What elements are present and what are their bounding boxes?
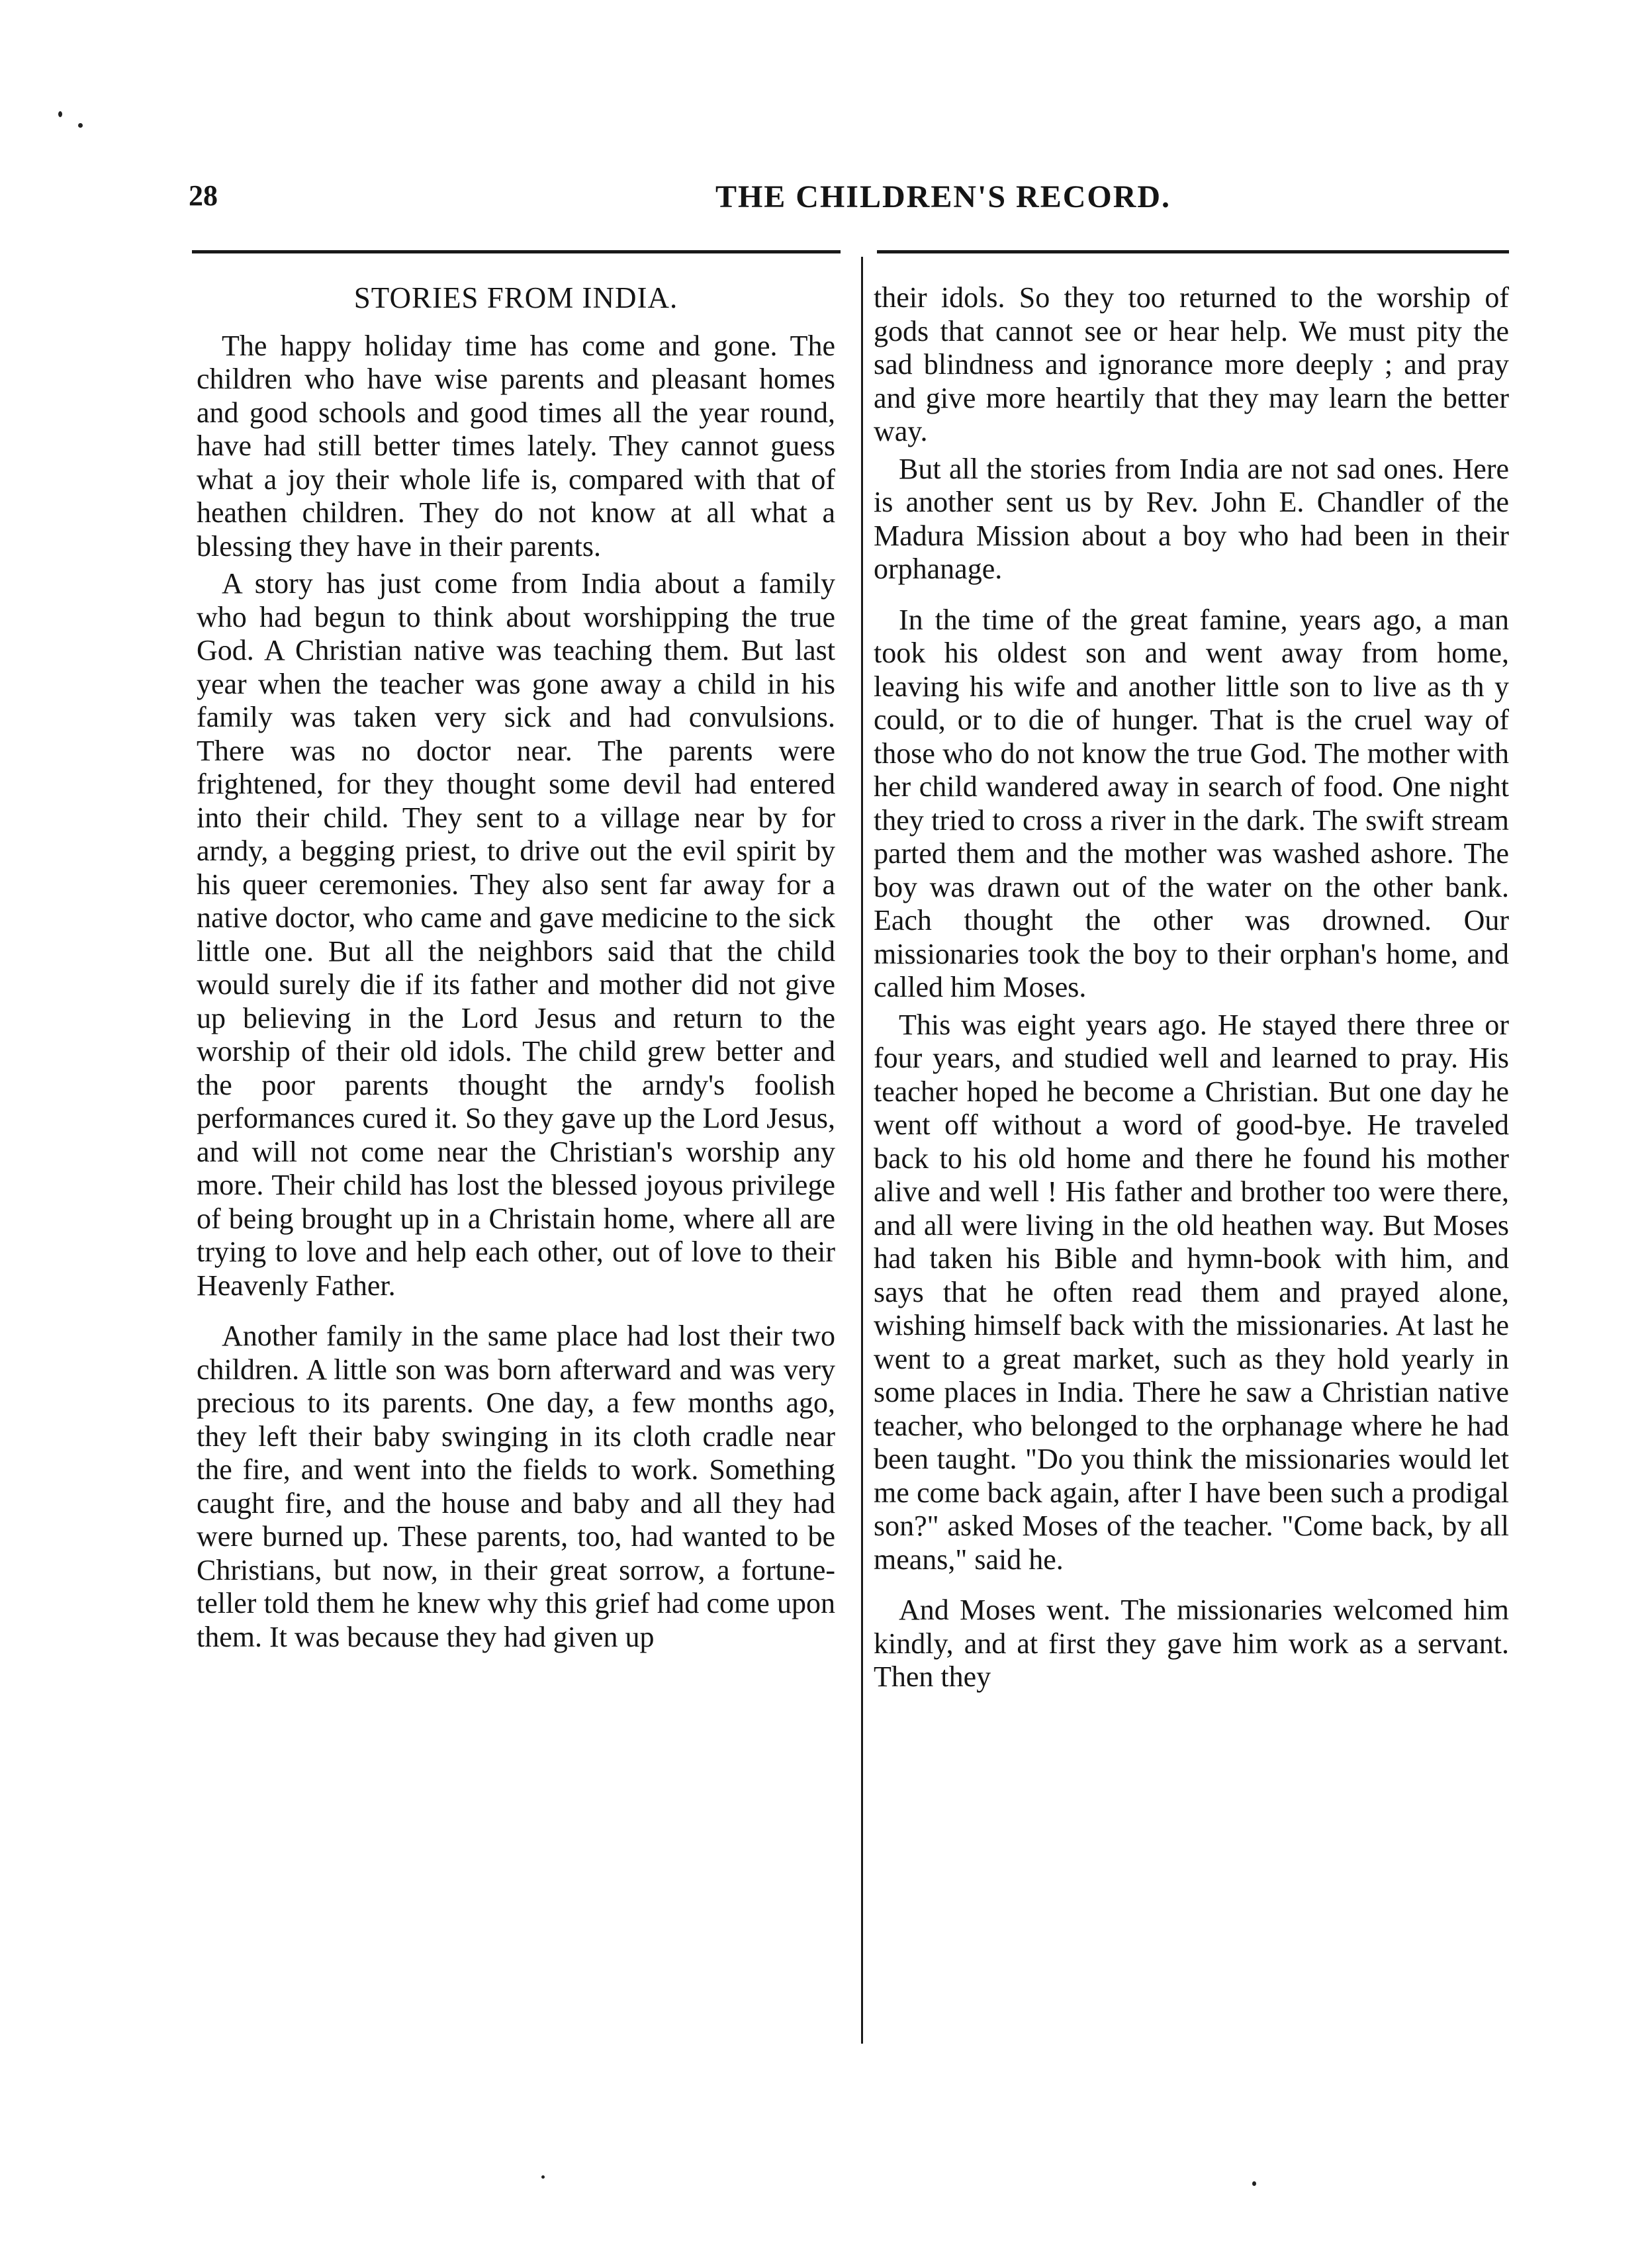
scan-speck [541,2175,545,2179]
scan-speck [1252,2181,1256,2186]
article-title: STORIES FROM INDIA. [353,281,678,314]
header-rule-left [192,250,841,253]
paragraph: their idols. So they too returned to the worship of gods that cannot see or hear help. We must pity the sad blindness and ignorance more deeply ; and pray and give more heartily that they may learn the better way. [874,281,1509,447]
paragraph: The happy holiday time has come and gone. The children who have wise parents and pleasant homes and good schools and good times all the year round, have had still better times lately. They cannot guess what a joy their whole life is, compared with that of heathen children. They do not know at all what a blessing they have in their parents. [197,329,835,563]
left-column [197,281,835,1654]
header-rule-right [877,250,1509,253]
paragraph: In the time of the great famine, years ago, a man took his oldest son and went away from home, leaving his wife and another little son to live as th y could, or to die of hunger. That is the cruel way of those who do not know the true God. The mother with her child wandered away in search of food. One night they tried to cross a river in the dark. The swift stream parted them and the mother was washed ashore. The boy was drawn out of the water on the other bank. Each thought the other was drowned. Our missionaries took the boy to their orphan's home, and called him Moses. [874,603,1509,1003]
page-number: 28 [189,179,218,212]
paragraph: A story has just come from India about a family who had begun to think about worshipping the true God. A Christian native was teaching them. But last year when the teacher was gone away a child in his family was taken very sick and had convulsions. There was no doctor near. The parents were frightened, for they thought some devil had entered into their child. They sent to a village near by for arndy, a begging priest, to drive out the evil spirit by his queer ceremonies. They also sent far away for a native doctor, who came and gave medicine to the sick little one. But all the neighbors said that the child would surely die if its father and mother did not give up believing in the Lord Jesus and return to the worship of their old idols. The child grew better and the poor parents thought the arndy's foolish performances cured it. So they gave up the Lord Jesus, and will not come near the Christian's worship any more. Their child has lost the blessed joyous privilege of being brought up in a Christain home, where all are trying to love and help each other, out of love to their Heavenly Father. [197,567,835,1302]
scan-speck [58,111,62,117]
paragraph: This was eight years ago. He stayed there three or four years, and studied well and learned to pray. His teacher hoped he become a Christian. But one day he went off without a word of good-bye. He traveled back to his old home and there he found his mother alive and well ! His father and brother too were there, and all were living in the old heathen way. But Moses had taken his Bible and hymn-book with him, and says that he often read them and prayed alone, wishing himself back with the missionaries. At last he went to a great market, such as they hold yearly in some places in India. There he saw a Christian native teacher, who belonged to the orphanage where he had been taught. "Do you think the missionaries would let me come back again, after I have been such a prodigal son?" asked Moses of the teacher. "Come back, by all means," said he. [874,1008,1509,1576]
paragraph: Another family in the same place had lost their two children. A little son was born afterward and was very precious to its parents. One day, a few months ago, they left their baby swinging in its cloth cradle near the fire, and went into the fields to work. Something caught fire, and the house and baby and all they had were burned up. These parents, too, had wanted to be Christians, but now, in their great sorrow, a fortune-teller told them he knew why this grief had come upon them. It was because they had given up [197,1320,835,1653]
paragraph: And Moses went. The missionaries welcomed him kindly, and at first they gave him work as a servant. Then they [874,1594,1509,1693]
page-header [189,179,1506,232]
scan-speck [78,123,83,128]
paragraph: But all the stories from India are not sad ones. Here is another sent us by Rev. John E. Chandler of the Madura Mission about a boy who had been in their orphanage. [874,452,1509,585]
column-divider [861,257,863,2044]
journal-title: THE CHILDREN'S RECORD. [715,179,1171,214]
right-column [874,281,1509,1694]
